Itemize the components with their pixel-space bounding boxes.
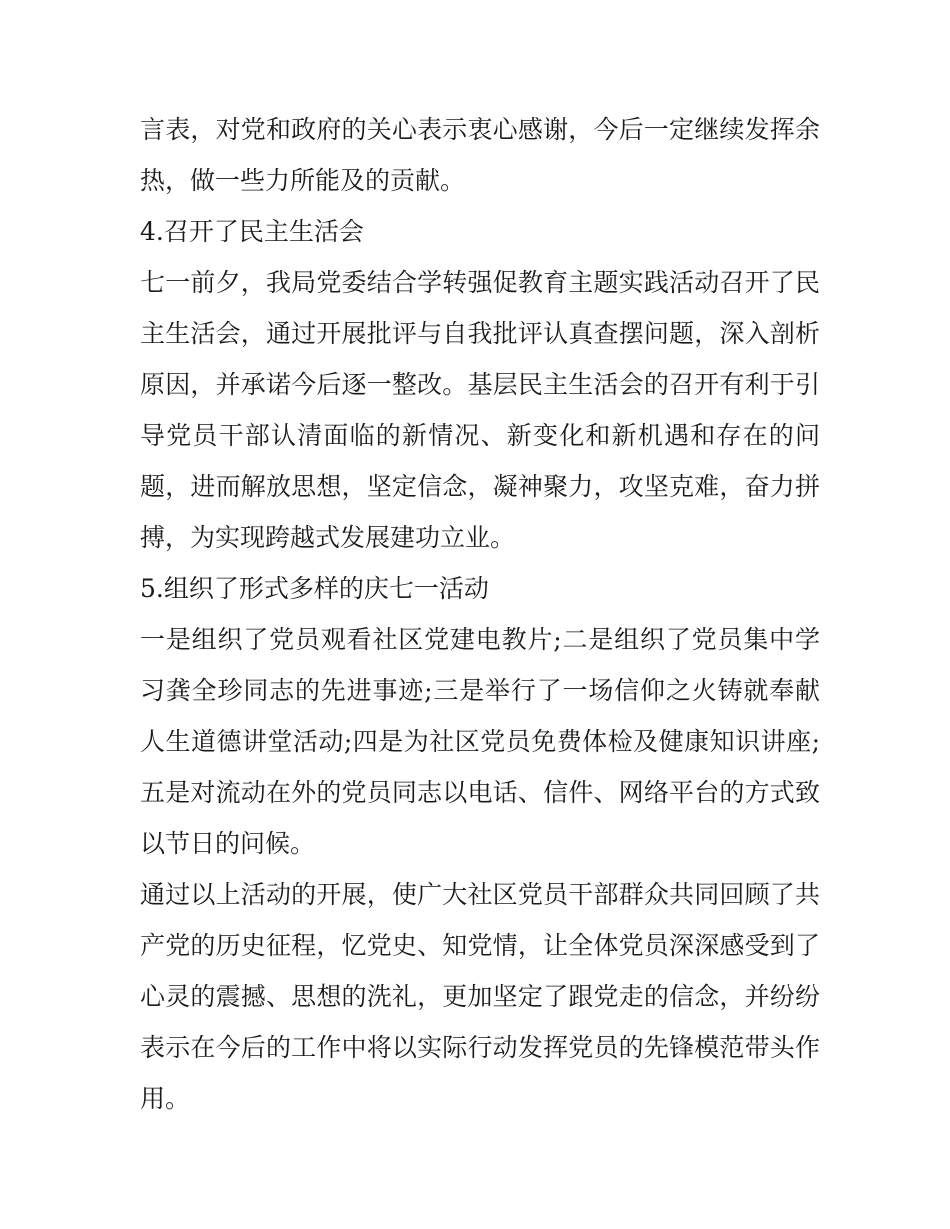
section-heading-4 xyxy=(140,206,820,257)
text-line: 产党的历史征程，忆党史、知党情，让全体党员深深感受到了 xyxy=(140,931,820,960)
text-line: 用。 xyxy=(140,1084,191,1113)
text-line: 表示在今后的工作中将以实际行动发挥党员的先锋模范带头作 xyxy=(140,1033,820,1062)
text-line: 心灵的震撼、思想的洗礼，更加坚定了跟党走的信念，并纷纷 xyxy=(140,982,820,1011)
text-line: 习龚全珍同志的先进事迹;三是举行了一场信仰之火铸就奉献 xyxy=(140,676,820,705)
text-line: 人生道德讲堂活动;四是为社区党员免费体检及健康知识讲座; xyxy=(140,727,820,756)
text-line: 题，进而解放思想，坚定信念，凝神聚力，攻坚克难，奋力拼 xyxy=(140,472,820,501)
heading-text: 4.召开了民主生活会 xyxy=(140,217,364,246)
paragraph-activities-list xyxy=(140,614,820,869)
text-line: 一是组织了党员观看社区党建电教片;二是组织了党员集中学 xyxy=(140,625,820,654)
text-line: 搏，为实现跨越式发展建功立业。 xyxy=(140,523,516,552)
paragraph-continued xyxy=(140,104,820,206)
text-line: 以节日的问候。 xyxy=(140,829,316,858)
text-line: 言表，对党和政府的关心表示衷心感谢，今后一定继续发挥余 xyxy=(140,115,820,144)
section-heading-5 xyxy=(140,563,820,614)
text-line: 原因，并承诺今后逐一整改。基层民主生活会的召开有利于引 xyxy=(140,370,820,399)
text-line: 通过以上活动的开展，使广大社区党员干部群众共同回顾了共 xyxy=(140,880,820,909)
paragraph-democratic-life-meeting xyxy=(140,257,820,563)
heading-text: 5.组织了形式多样的庆七一活动 xyxy=(140,574,489,603)
text-line: 七一前夕，我局党委结合学转强促教育主题实践活动召开了民 xyxy=(140,268,820,297)
text-line: 五是对流动在外的党员同志以电话、信件、网络平台的方式致 xyxy=(140,778,820,807)
paragraph-conclusion xyxy=(140,869,820,1124)
text-line: 主生活会，通过开展批评与自我批评认真查摆问题，深入剖析 xyxy=(140,319,820,348)
text-line: 热，做一些力所能及的贡献。 xyxy=(140,166,466,195)
text-line: 导党员干部认清面临的新情况、新变化和新机遇和存在的问 xyxy=(140,421,820,450)
document-body xyxy=(140,104,820,1124)
